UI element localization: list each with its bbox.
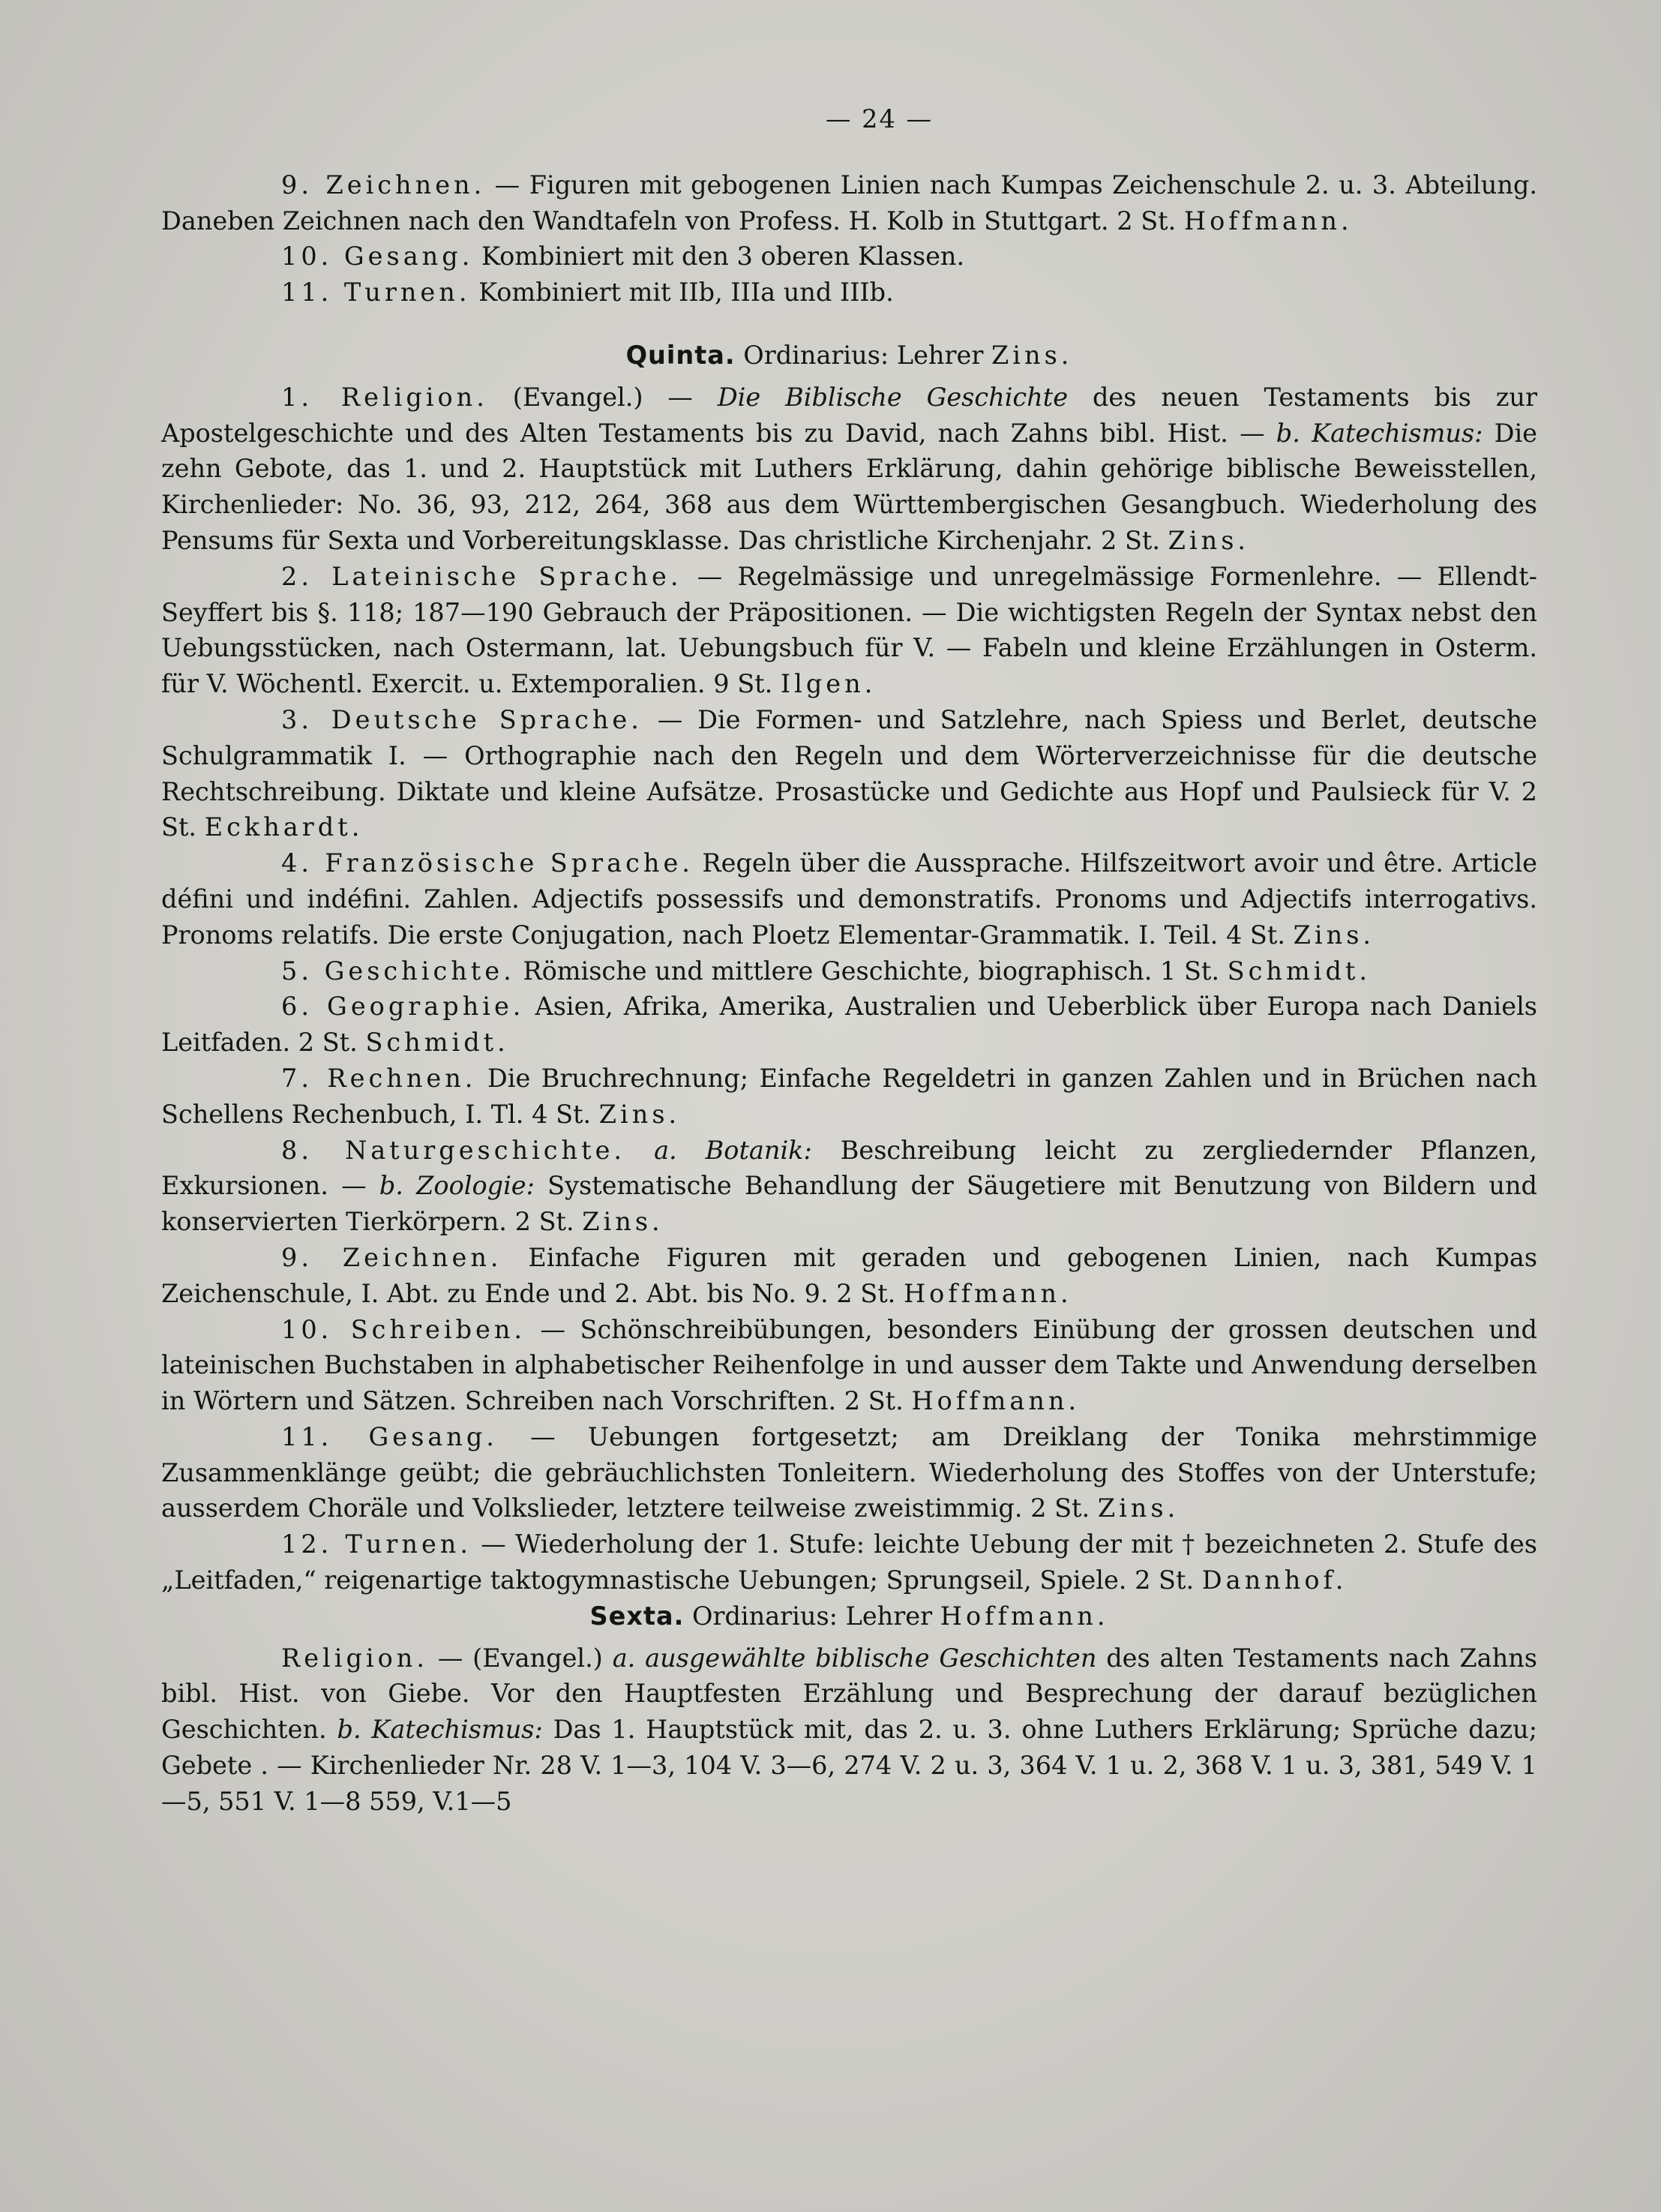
quinta-religion: 1. Religion. (Evangel.) — Die Biblische Geschichte des neuen Testaments bis zur Apostelgeschichte und des Alten Testaments bis zu David, nach Zahns bibl. Hist. — b. Katechismus: Die zehn Gebote, das 1. und 2. Hauptstück mit Luthers Erklärung, dahin gehörige biblische Beweisstellen, Kirchenlieder: No. 36, 93, 212, 264, 368 aus dem Württembergischen Gesangbuch. Wiederholung des Pensums für Sexta und Vorbereitungsklasse. Das christliche Kirchenjahr. 2 St. Zins.: [161, 382, 1538, 555]
page-text: [161, 101, 1537, 1820]
quinta-naturgeschichte: 8. Naturgeschichte. a. Botanik: Beschreibung leicht zu zergliedernder Pflanzen, Exkursionen. — b. Zoologie: Systematische Behandlung der Säugetiere mit Benutzung von Bildern und konservierten Tierkörpern. 2 St. Zins.: [161, 1135, 1538, 1237]
quinta-geschichte: 5. Geschichte. Römische und mittlere Geschichte, biographisch. 1 St. Schmidt.: [281, 956, 1371, 986]
quinta-zeichnen: 9. Zeichnen. Einfache Figuren mit geraden und gebogenen Linien, nach Kumpas Zeichenschule, I. Abt. zu Ende und 2. Abt. bis No. 9. 2 St. Hoffmann.: [161, 1242, 1538, 1308]
quinta-deutsch: 3. Deutsche Sprache. — Die Formen- und Satzlehre, nach Spiess und Berlet, deutsche Schulgrammatik I. — Orthographie nach den Regeln und dem Wörterverzeichnisse für die deutsche Rechtschreibung. Diktate und kleine Aufsätze. Prosastücke und Gedichte aus Hopf und Paulsieck für V. 2 St. Eckhardt.: [161, 704, 1538, 842]
sexta-religion: Religion. — (Evangel.) a. ausgewählte biblische Geschichten des alten Testaments nach Zahns bibl. Hist. von Giebe. Vor den Hauptfesten Erzählung und Besprechung der darauf bezüglichen Geschichten. b. Katechismus: Das 1. Hauptstück mit, das 2. u. 3. ohne Luthers Erklärung; Sprüche dazu; Gebete . — Kirchenlieder Nr. 28 V. 1—3, 104 V. 3—6, 274 V. 2 u. 3, 364 V. 1 u. 2, 368 V. 1 u. 3, 381, 549 V. 1—5, 551 V. 1—8 559, V.1—5: [161, 1643, 1538, 1816]
quinta-geographie: 6. Geographie. Asien, Afrika, Amerika, Australien und Ueberblick über Europa nach Daniels Leitfaden. 2 St. Schmidt.: [161, 992, 1537, 1058]
quinta-schreiben: 10. Schreiben. — Schönschreibübungen, besonders Einübung der grossen deutschen und lateinischen Buchstaben in alphabetischer Reihenfolge in und ausser dem Takte und Anwendung derselben in Wörtern und Sätzen. Schreiben nach Vorschriften. 2 St. Hoffmann.: [161, 1314, 1538, 1416]
item-zeichnen-quarta: 9. Zeichnen. — Figuren mit gebogenen Linien nach Kumpas Zeichenschule 2. u. 3. Abteilung. Daneben Zeichnen nach den Wandtafeln von Profess. H. Kolb in Stuttgart. 2 St. Hoffmann.: [161, 170, 1538, 236]
sexta-heading: Sexta. Ordinarius: Lehrer Hoffmann.: [589, 1601, 1109, 1631]
quinta-franzoesisch: 4. Französische Sprache. Regeln über die Aussprache. Hilfszeitwort avoir und être. Article défini und indéfini. Zahlen. Adjectifs possessifs und demonstratifs. Pronoms und Adjectifs interrogativs. Pronoms relatifs. Die erste Conjugation, nach Ploetz Elementar-Grammatik. I. Teil. 4 St. Zins.: [161, 848, 1537, 950]
quinta-turnen: 12. Turnen. — Wiederholung der 1. Stufe: leichte Uebung der mit † bezeichneten 2. Stufe des „Leitfaden,“ reigenartige taktogymnastische Uebungen; Sprungseil, Spiele. 2 St. Dannhof.: [161, 1529, 1538, 1595]
item-gesang-quarta: 10. Gesang. Kombiniert mit den 3 oberen Klassen.: [281, 242, 965, 272]
quinta-heading: Quinta. Ordinarius: Lehrer Zins.: [625, 340, 1073, 370]
page-number: — 24 —: [826, 104, 933, 134]
quinta-rechnen: 7. Rechnen. Die Bruchrechnung; Einfache Regeldetri in ganzen Zahlen und in Brüchen nach Schellens Rechenbuch, I. Tl. 4 St. Zins.: [161, 1063, 1537, 1129]
quinta-latein: 2. Lateinische Sprache. — Regelmässige und unregelmässige Formenlehre. — Ellendt-Seyffert bis §. 118; 187—190 Gebrauch der Präpositionen. — Die wichtigsten Regeln der Syntax nebst den Uebungsstücken, nach Ostermann, lat. Uebungsbuch für V. — Fabeln und kleine Erzählungen in Osterm. für V. Wöchentl. Exercit. u. Extemporalien. 9 St. Ilgen.: [161, 561, 1537, 699]
item-turnen-quarta: 11. Turnen. Kombiniert mit IIb, IIIa und IIIb.: [281, 278, 894, 308]
quinta-gesang: 11. Gesang. — Uebungen fortgesetzt; am Dreiklang der Tonika mehrstimmige Zusammenklänge geübt; die gebräuchlichsten Tonleitern. Wiederholung des Stoffes von der Unterstufe; ausserdem Choräle und Volkslieder, letztere teilweise zweistimmig. 2 St. Zins.: [161, 1421, 1538, 1523]
